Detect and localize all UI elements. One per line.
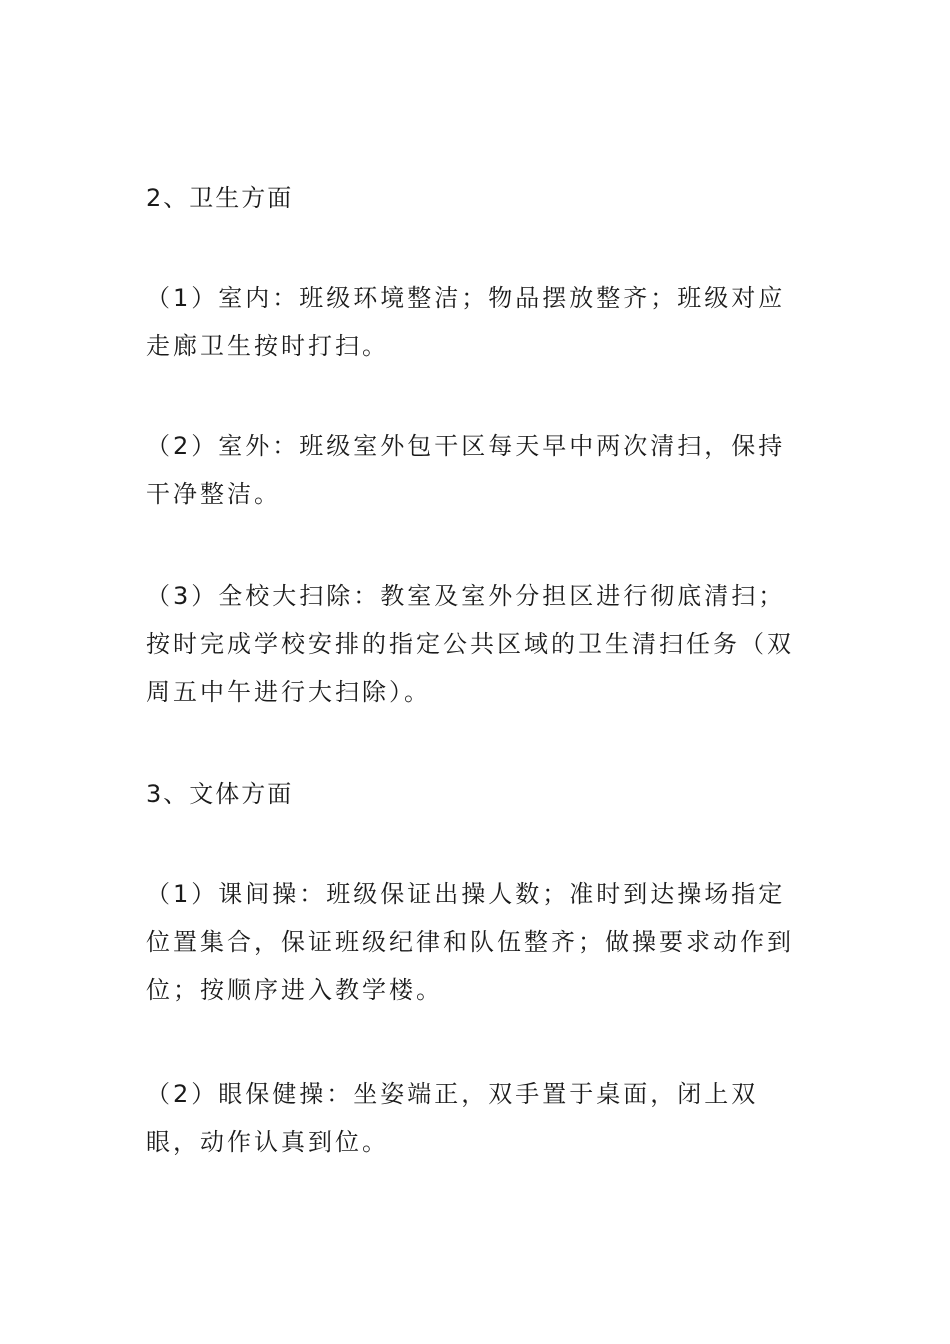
section-heading-sports: 3、文体方面 bbox=[146, 780, 294, 808]
paragraph-exercise: （1）课间操：班级保证出操人数；准时到达操场指定位置集合，保证班级纪律和队伍整齐；做操要求动作到位；按顺序进入教学楼。 bbox=[146, 880, 794, 1004]
paragraph-eye-exercise: （2）眼保健操：坐姿端正，双手置于桌面，闭上双眼，动作认真到位。 bbox=[146, 1080, 759, 1156]
paragraph-cleanup: （3）全校大扫除：教室及室外分担区进行彻底清扫；按时完成学校安排的指定公共区域的卫生清扫任务（双周五中午进行大扫除）。 bbox=[146, 582, 794, 706]
paragraph-indoor: （1）室内：班级环境整洁；物品摆放整齐；班级对应走廊卫生按时打扫。 bbox=[146, 284, 786, 360]
section-heading-hygiene: 2、卫生方面 bbox=[146, 184, 294, 212]
paragraph-outdoor: （2）室外：班级室外包干区每天早中两次清扫，保持干净整洁。 bbox=[146, 432, 786, 508]
